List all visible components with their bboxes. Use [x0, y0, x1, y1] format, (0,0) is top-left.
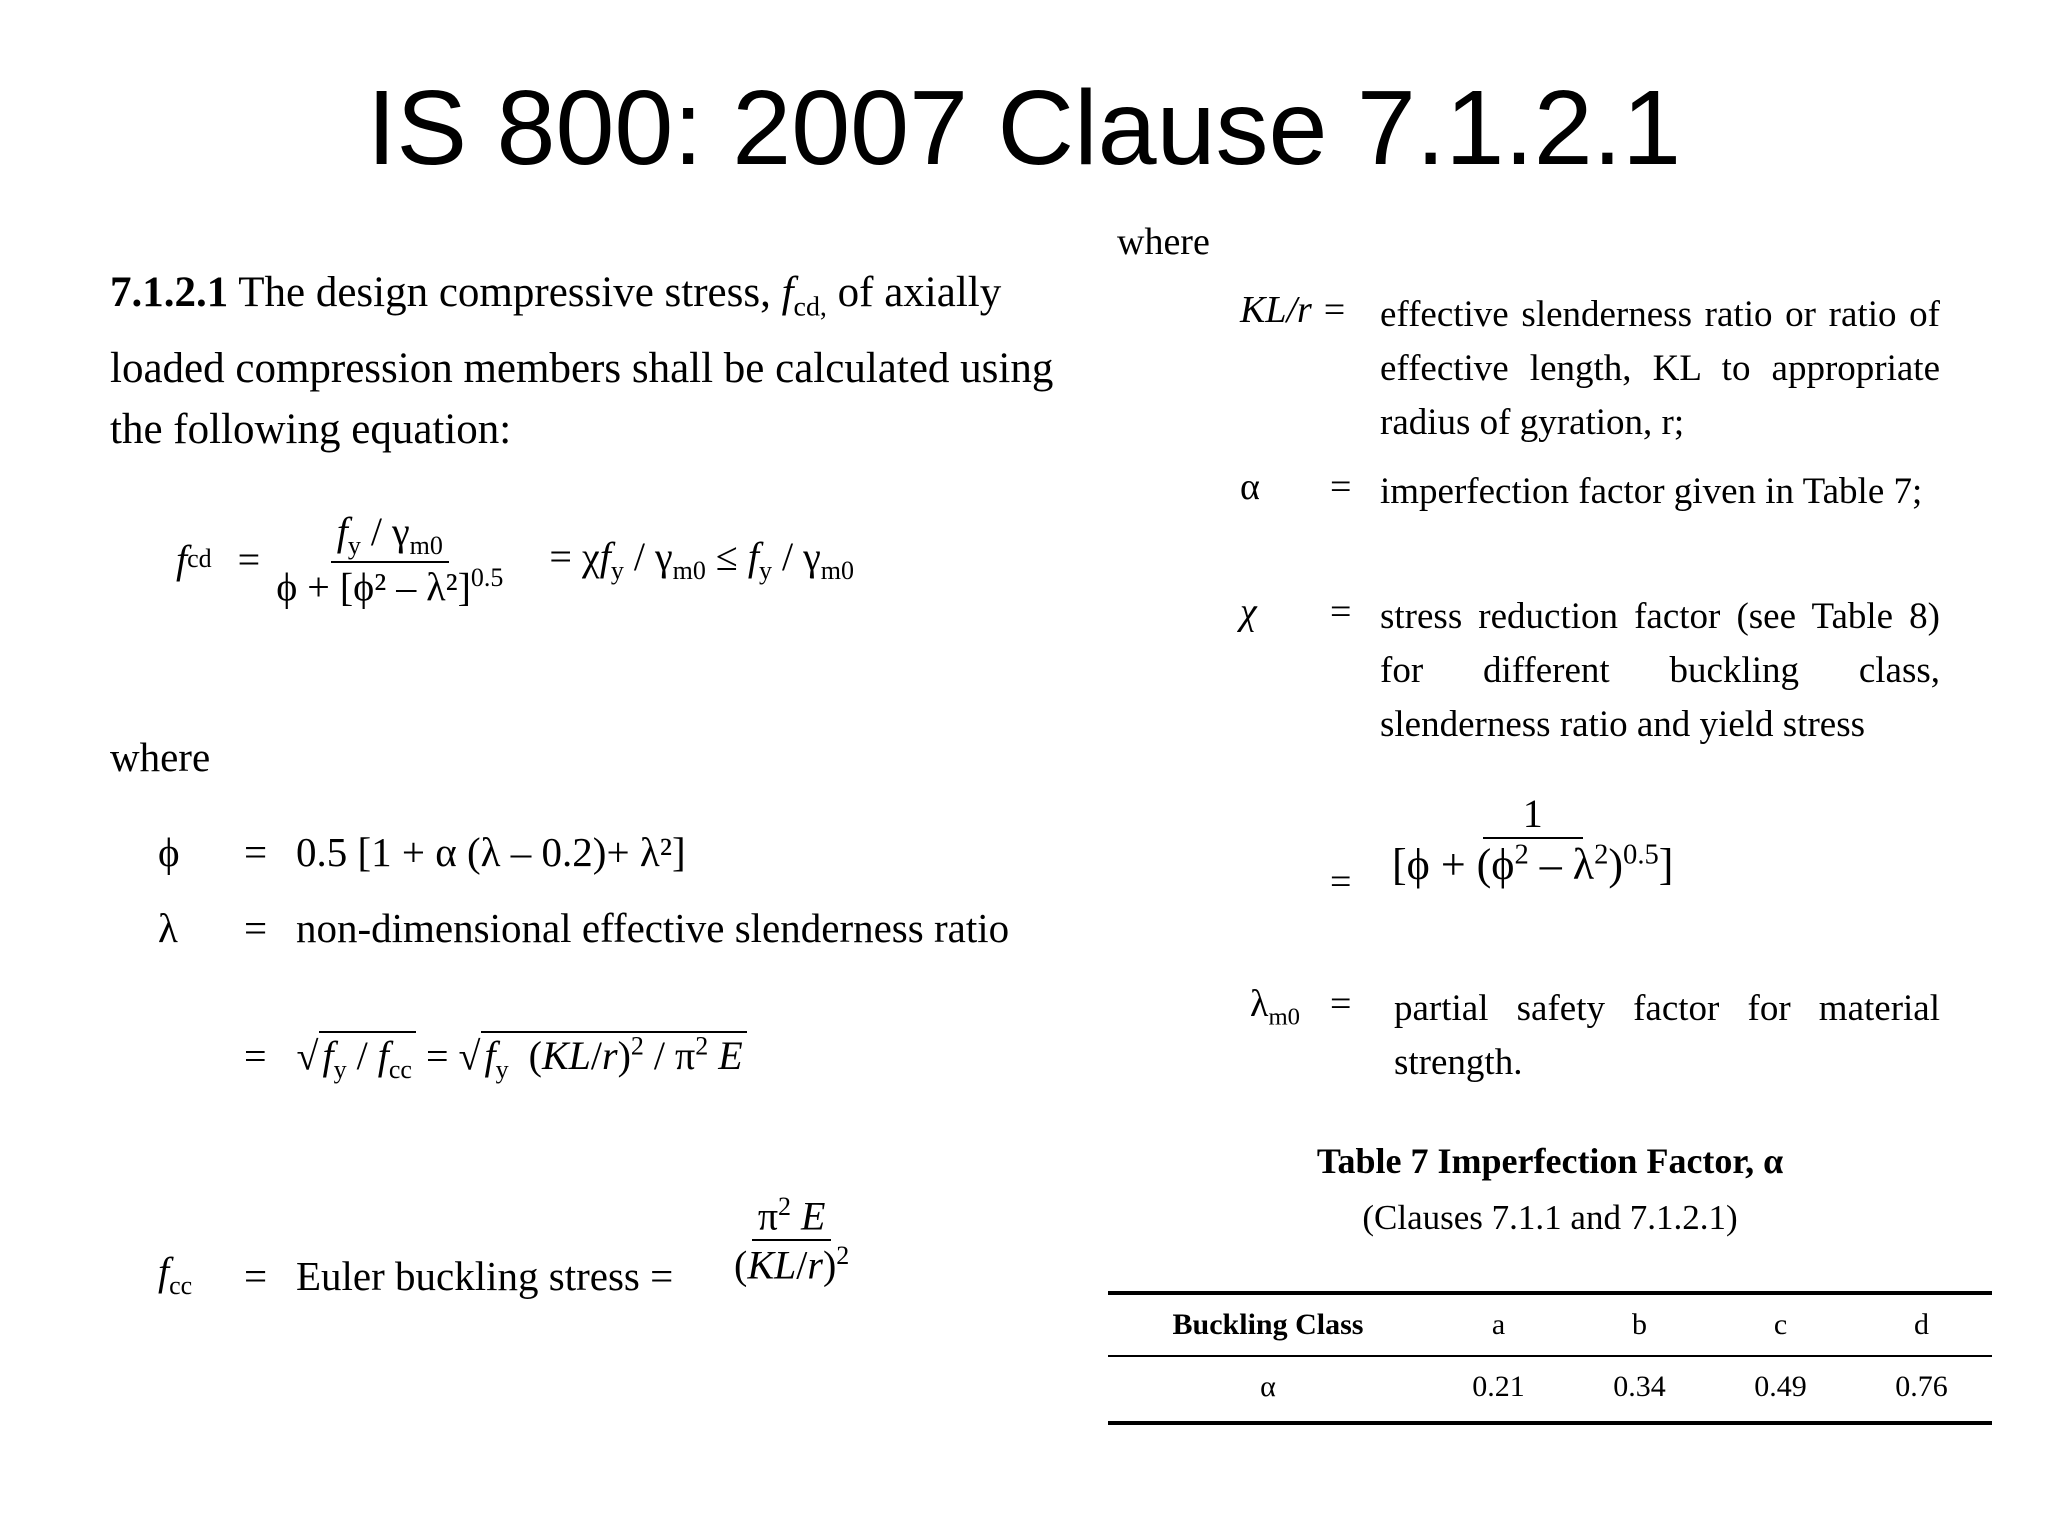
where-label-left: where	[110, 734, 211, 780]
equals-sign: =	[1330, 861, 1352, 903]
equals-sign: =	[1330, 983, 1352, 1025]
equals-sign: =	[244, 829, 268, 875]
fcc-symbol: $f_{cc}$	[158, 1249, 193, 1300]
table-header-cell: c	[1773, 1308, 1788, 1341]
table-header-cell: b	[1632, 1308, 1647, 1341]
lambda-formula: = √ $f_y / f_{cc}$ = √ $f_y$ $(KL/r)^2 / \pi^2$ E	[244, 1032, 747, 1085]
table-cell: 0.49	[1754, 1370, 1807, 1403]
equals-sign: =	[244, 1253, 268, 1299]
equals-sign: =	[1330, 466, 1352, 508]
table-cell: 0.21	[1472, 1370, 1525, 1403]
table-top-rule	[1108, 1291, 1992, 1295]
table-cell: α	[1260, 1370, 1276, 1403]
table-row	[1108, 1354, 1992, 1420]
table-header-cell: Buckling Class	[1172, 1308, 1364, 1341]
table7-title: Table 7 Imperfection Factor, α	[1316, 1141, 1784, 1181]
imperfection-table	[1108, 1296, 1992, 1420]
equals-sign: =	[244, 905, 268, 951]
table-header-cell: a	[1491, 1308, 1506, 1341]
fcc-definition: Euler buckling stress =	[296, 1253, 674, 1299]
table-header-row	[1108, 1296, 1992, 1354]
table-cell: 0.34	[1613, 1370, 1666, 1403]
equals-sign: =	[1330, 591, 1352, 633]
table-cell: 0.76	[1895, 1370, 1948, 1403]
lambda-symbol: λ	[158, 905, 178, 951]
table-header-cell: d	[1914, 1308, 1929, 1341]
phi-expression: 0.5 [1 + α (λ – 0.2)+ λ²]	[296, 829, 686, 875]
chi-formula: $\frac{1}{[\phi + (\phi^2 - \lambda^2)^{0.5}]}$	[1392, 791, 1674, 889]
lambda-m0-symbol: $\lambda_{m0}$	[1250, 983, 1300, 1031]
euler-fraction: $\frac{\pi^2 E}{(KL/r)^2}$	[734, 1192, 850, 1288]
alpha-definition: imperfection factor given in Table 7;	[1380, 471, 1923, 512]
klr-definition: effective slenderness ratio or ratio of effective length, KL to appropriate radius of gyration, r;	[1380, 294, 1940, 443]
clause-number: 7.1.2.1	[110, 269, 229, 316]
table-bottom-rule	[1108, 1421, 1992, 1425]
lambda-m0-definition: partial safety factor for material strength.	[1394, 988, 1940, 1083]
where-label-right: where	[1117, 221, 1210, 263]
lambda-definition: non-dimensional effective slenderness ratio	[296, 905, 1010, 951]
chi-definition: stress reduction factor (see Table 8) for different buckling class, slenderness ratio and yield stress	[1380, 596, 1940, 745]
design-stress-equation: f cd = $\frac{f_y / \gamma_{m0}}{\phi + [\phi^2 - \lambda^2]^{0.5}}$ = $\chi f_y / \gamma_{m0} \le f_y / \gamma_{m0}$	[176, 509, 854, 610]
chi-symbol: χ	[1240, 591, 1257, 633]
intro-paragraph: 7.1.2.1 The design compressive stress, $f_{cd,}$ of axially loaded compression members shall be calculated using the following equation:	[110, 269, 1054, 453]
table7-subtitle: (Clauses 7.1.1 and 7.1.2.1)	[1362, 1198, 1738, 1237]
slide-title: IS 800: 2007 Clause 7.1.2.1	[366, 69, 1682, 187]
alpha-symbol: α	[1240, 466, 1260, 508]
klr-symbol: KL/r =	[1240, 289, 1347, 331]
phi-symbol: ϕ	[158, 829, 180, 875]
